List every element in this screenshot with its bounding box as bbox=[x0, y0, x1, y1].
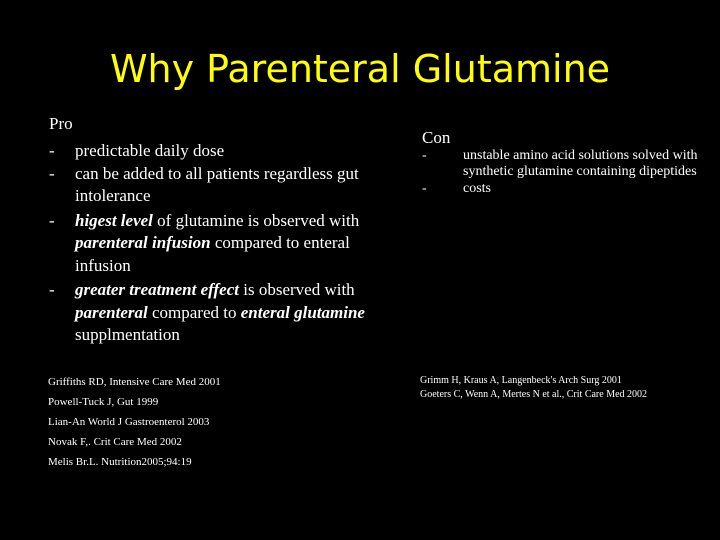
pro-item-text: can be added to all patients regardless gut intolerance bbox=[75, 163, 359, 205]
pro-item bbox=[49, 163, 399, 208]
con-item-text: costs bbox=[463, 181, 491, 196]
reference-item: Griffiths RD, Intensive Care Med 2001 bbox=[48, 376, 221, 388]
con-item bbox=[422, 181, 712, 197]
bullet-dash: - bbox=[49, 280, 55, 299]
pro-item-text: supplmentation bbox=[75, 325, 180, 344]
pro-item-text: compared to bbox=[147, 302, 241, 322]
pro-item-text: is observed with bbox=[238, 280, 355, 299]
pro-list bbox=[49, 140, 399, 347]
emphasis-text: greater treatment effect bbox=[75, 280, 239, 299]
pro-item bbox=[49, 140, 399, 163]
pro-item-text: compared to enteral infusion bbox=[75, 233, 350, 275]
reference-item: Lian-An World J Gastroenterol 2003 bbox=[48, 416, 210, 428]
pro-item bbox=[49, 210, 399, 278]
pro-item-text: of glutamine is observed with bbox=[152, 210, 360, 230]
slide-title: Why Parenteral Glutamine bbox=[109, 47, 611, 91]
emphasis-text: parenteral bbox=[75, 302, 148, 322]
references-left bbox=[48, 372, 378, 472]
reference-item: Novak F,. Crit Care Med 2002 bbox=[48, 436, 182, 448]
con-list bbox=[422, 148, 712, 197]
bullet-dash: - bbox=[49, 210, 55, 230]
emphasis-text: higest level bbox=[75, 210, 153, 230]
reference-item: Goeters C, Wenn A, Mertes N et al., Crit Care Med 2002 bbox=[420, 389, 648, 400]
bullet-dash: - bbox=[49, 141, 55, 160]
con-item-text: unstable amino acid solutions solved with synthetic glutamine containing dipeptides bbox=[463, 148, 698, 179]
emphasis-text: parenteral infusion bbox=[75, 233, 211, 252]
pro-label: Pro bbox=[49, 114, 73, 133]
pro-item-text: predictable daily dose bbox=[75, 141, 225, 160]
bullet-dash: - bbox=[422, 181, 427, 196]
bullet-dash: - bbox=[422, 148, 427, 163]
reference-item: Powell-Tuck J, Gut 1999 bbox=[48, 396, 159, 408]
con-label: Con bbox=[422, 128, 451, 147]
con-item bbox=[422, 148, 712, 179]
reference-item: Melis Br.L. Nutrition2005;94:19 bbox=[48, 456, 192, 468]
pro-item bbox=[49, 279, 399, 347]
references-right bbox=[420, 374, 720, 402]
reference-item: Grimm H, Kraus A, Langenbeck's Arch Surg 2001 bbox=[420, 375, 622, 386]
bullet-dash: - bbox=[49, 163, 55, 183]
emphasis-text: enteral glutamine bbox=[240, 302, 365, 322]
